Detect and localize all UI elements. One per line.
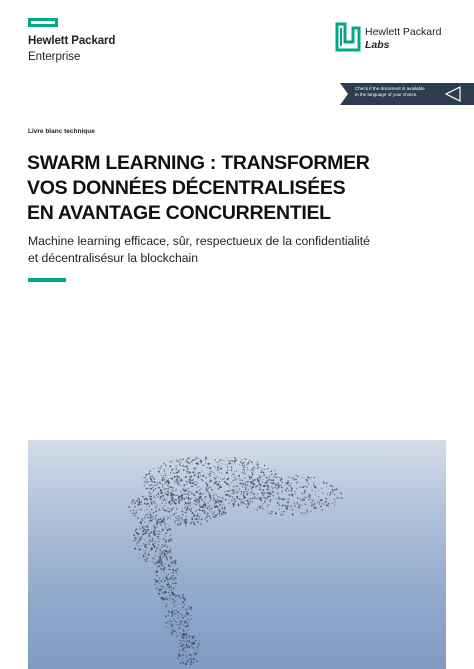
subtitle-line: et décentralisésur la blockchain: [28, 251, 199, 265]
hpe-logo-line2: Enterprise: [28, 51, 81, 63]
labs-logo-line2: Labs: [365, 39, 390, 51]
labs-logo-icon: [335, 20, 361, 52]
accent-divider: [28, 278, 66, 282]
title-line: SWARM LEARNING : TRANSFORMER: [27, 152, 370, 174]
bird-flock-image: [28, 440, 446, 669]
labs-logo-line1: Hewlett Packard: [365, 26, 442, 38]
hero-image: [28, 440, 446, 669]
language-banner-text: Check if the document is available in the language of your choice.: [355, 86, 425, 97]
page-title: [27, 151, 370, 226]
page-subtitle: [28, 233, 370, 267]
document-type-label: Livre blanc technique: [28, 128, 95, 135]
hpe-logo-bar: [28, 18, 58, 27]
title-line: EN AVANTAGE CONCURRENTIEL: [27, 202, 331, 224]
hpe-logo-line1: Hewlett Packard: [28, 35, 116, 47]
subtitle-line: Machine learning efficace, sûr, respectueux de la confidentialité: [28, 234, 370, 248]
title-line: VOS DONNÉES DÉCENTRALISÉES: [27, 177, 346, 199]
